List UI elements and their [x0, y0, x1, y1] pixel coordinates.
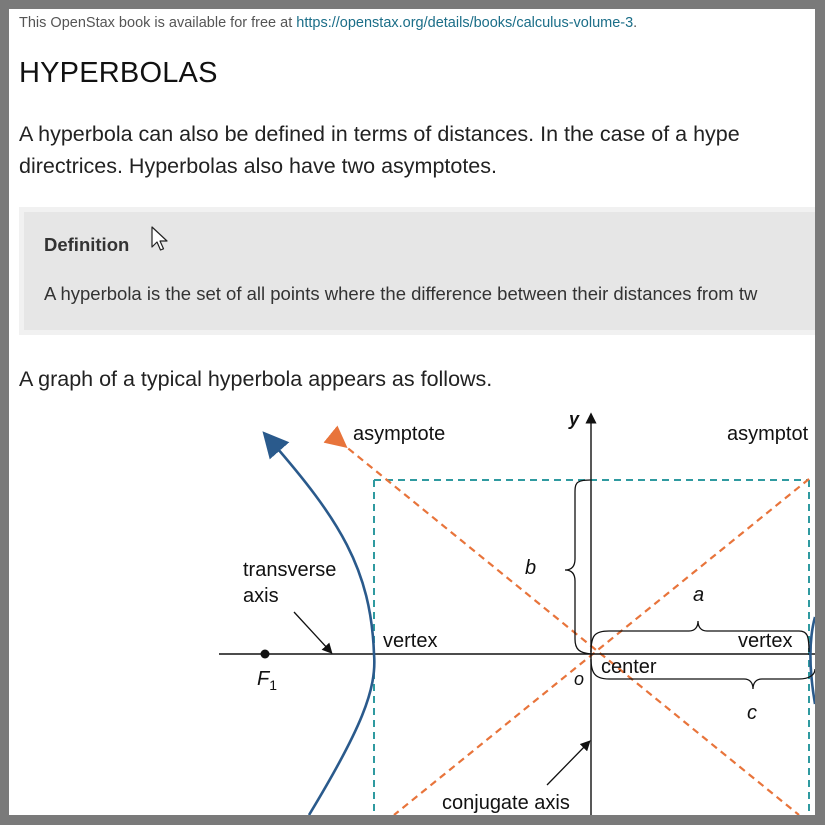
asymptote-label-right: asymptot — [727, 423, 809, 445]
intro-line-2: directrices. Hyperbolas also have two asymptotes. — [19, 154, 497, 178]
b-brace — [565, 480, 591, 654]
openstax-link[interactable]: https://openstax.org/details/books/calculus-volume-3 — [296, 15, 634, 31]
vertex-label-left: vertex — [383, 630, 438, 652]
y-axis-label: y — [569, 409, 580, 429]
center-label: center — [601, 656, 657, 678]
focus-label: $F_1$ — [257, 668, 278, 693]
b-label: b — [525, 557, 537, 579]
vertex-label-right: vertex — [738, 630, 793, 652]
transverse-pointer — [294, 612, 329, 650]
section-heading: HYPERBOLAS — [19, 57, 218, 89]
definition-text: A hyperbola is the set of all points where the difference between their distances from tw — [44, 283, 758, 304]
c-label: c — [747, 702, 757, 724]
page — [9, 9, 815, 815]
graph-intro: A graph of a typical hyperbola appears as follows. — [19, 367, 493, 391]
transverse-label-2: axis — [243, 585, 279, 607]
asymptote-line-1 — [339, 441, 799, 815]
hyperbola-left-branch — [271, 441, 374, 815]
conjugate-pointer — [547, 744, 587, 785]
focus-point — [261, 650, 270, 659]
origin-label: o — [574, 669, 585, 689]
transverse-label-1: transverse — [243, 559, 337, 581]
definition-title: Definition — [44, 234, 130, 255]
a-label: a — [693, 584, 705, 606]
intro-line-1: A hyperbola can also be defined in terms of distances. In the case of a hype — [19, 122, 740, 146]
conjugate-axis-label: conjugate axis — [442, 792, 570, 814]
notice-suffix: . — [633, 15, 638, 31]
asymptote-label-left: asymptote — [353, 423, 446, 445]
hyperbola-right-branch — [811, 617, 816, 704]
notice-prefix: This OpenStax book is available for free at — [19, 15, 297, 31]
hyperbola-figure — [9, 9, 815, 815]
